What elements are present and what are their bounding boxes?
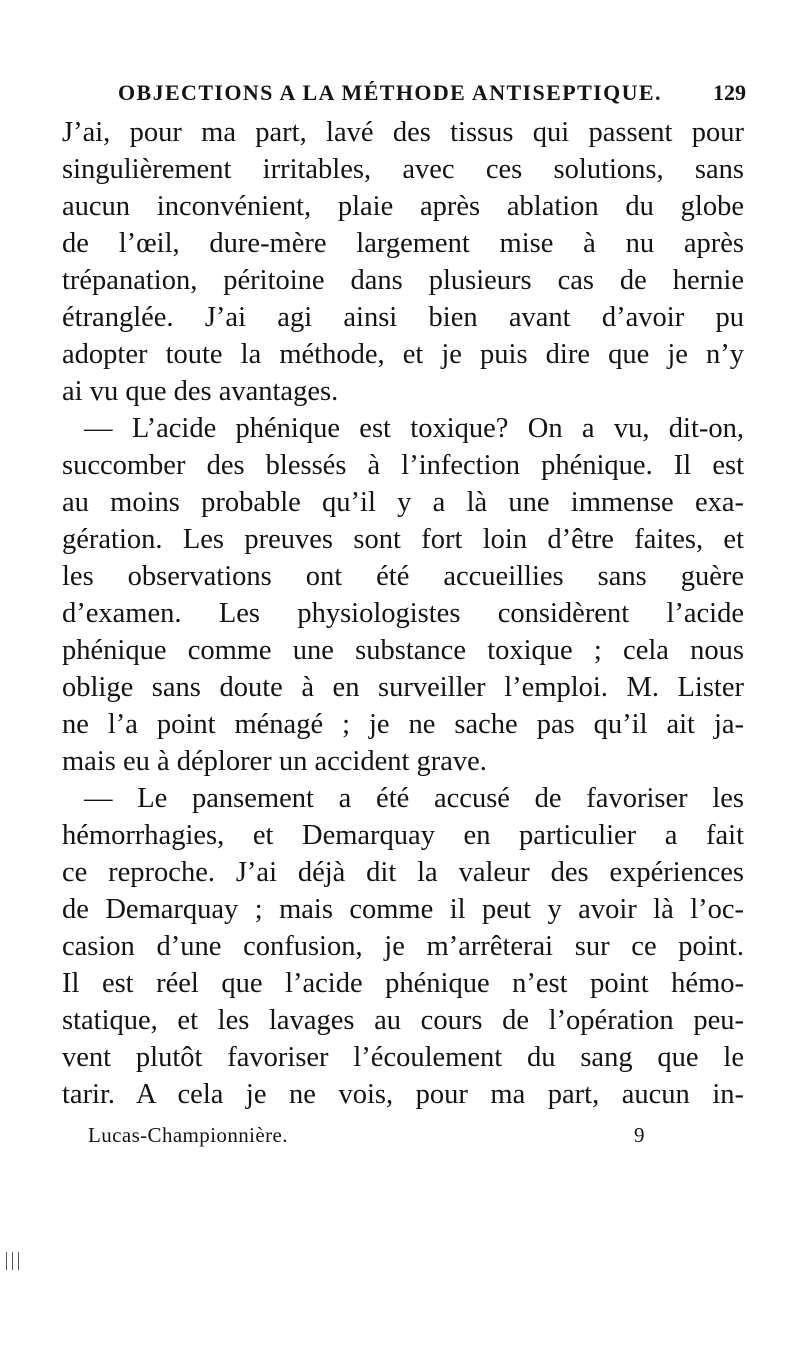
text-line: Il est réel que l’acide phénique n’est point hémo- xyxy=(62,968,744,999)
text-line: gération. Les preuves sont fort loin d’être faites, et xyxy=(62,524,744,555)
margin-tick xyxy=(6,1252,7,1270)
text-line: les observations ont été accueillies sans guère xyxy=(62,561,744,592)
text-line: J’ai, pour ma part, lavé des tissus qui passent pour xyxy=(62,117,744,148)
text-line: trépanation, péritoine dans plusieurs cas de hernie xyxy=(62,265,744,296)
text-line: au moins probable qu’il y a là une immense exa- xyxy=(62,487,744,518)
text-line: de l’œil, dure-mère largement mise à nu après xyxy=(62,228,744,259)
printer-signature: Lucas-Championnière. xyxy=(88,1123,288,1147)
text-line: hémorrhagies, et Demarquay en particulier a fait xyxy=(62,820,744,851)
text-line: — Le pansement a été accusé de favoriser les xyxy=(84,783,744,814)
text-line: oblige sans doute à en surveiller l’emploi. M. Lister xyxy=(62,672,744,703)
text-line: phénique comme une substance toxique ; cela nous xyxy=(62,635,744,666)
margin-tick xyxy=(12,1252,13,1270)
margin-marks xyxy=(6,1252,26,1274)
text-line: singulièrement irritables, avec ces solutions, sans xyxy=(62,154,744,185)
text-line: d’examen. Les physiologistes considèrent l’acide xyxy=(62,598,744,629)
text-line: ce reproche. J’ai déjà dit la valeur des expériences xyxy=(62,857,744,888)
text-line: vent plutôt favoriser l’écoulement du sang que le xyxy=(62,1042,744,1073)
text-line: tarir. A cela je ne vois, pour ma part, aucun in- xyxy=(62,1079,744,1110)
text-line: casion d’une confusion, je m’arrêterai sur ce point. xyxy=(62,931,744,962)
text-line: ai vu que des avantages. xyxy=(62,376,339,407)
text-line: ne l’a point ménagé ; je ne sache pas qu’il ait ja- xyxy=(62,709,744,740)
page-number: 129 xyxy=(713,80,746,105)
running-header xyxy=(62,70,744,114)
running-title: OBJECTIONS A LA MÉTHODE ANTISEPTIQUE. xyxy=(118,80,662,105)
body-text xyxy=(62,114,744,1113)
text-line: adopter toute la méthode, et je puis dire que je n’y xyxy=(62,339,744,370)
text-line: — L’acide phénique est toxique? On a vu, dit-on, xyxy=(84,413,744,444)
signature-footer xyxy=(62,1123,744,1153)
text-line: mais eu à déplorer un accident grave. xyxy=(62,746,487,777)
signature-number: 9 xyxy=(634,1123,645,1147)
text-line: succomber des blessés à l’infection phénique. Il est xyxy=(62,450,744,481)
margin-tick xyxy=(18,1252,19,1270)
text-line: statique, et les lavages au cours de l’opération peu- xyxy=(62,1005,744,1036)
text-line: de Demarquay ; mais comme il peut y avoir là l’oc- xyxy=(62,894,744,925)
book-page xyxy=(62,70,744,1153)
text-line: étranglée. J’ai agi ainsi bien avant d’avoir pu xyxy=(62,302,744,333)
text-line: aucun inconvénient, plaie après ablation du globe xyxy=(62,191,744,222)
